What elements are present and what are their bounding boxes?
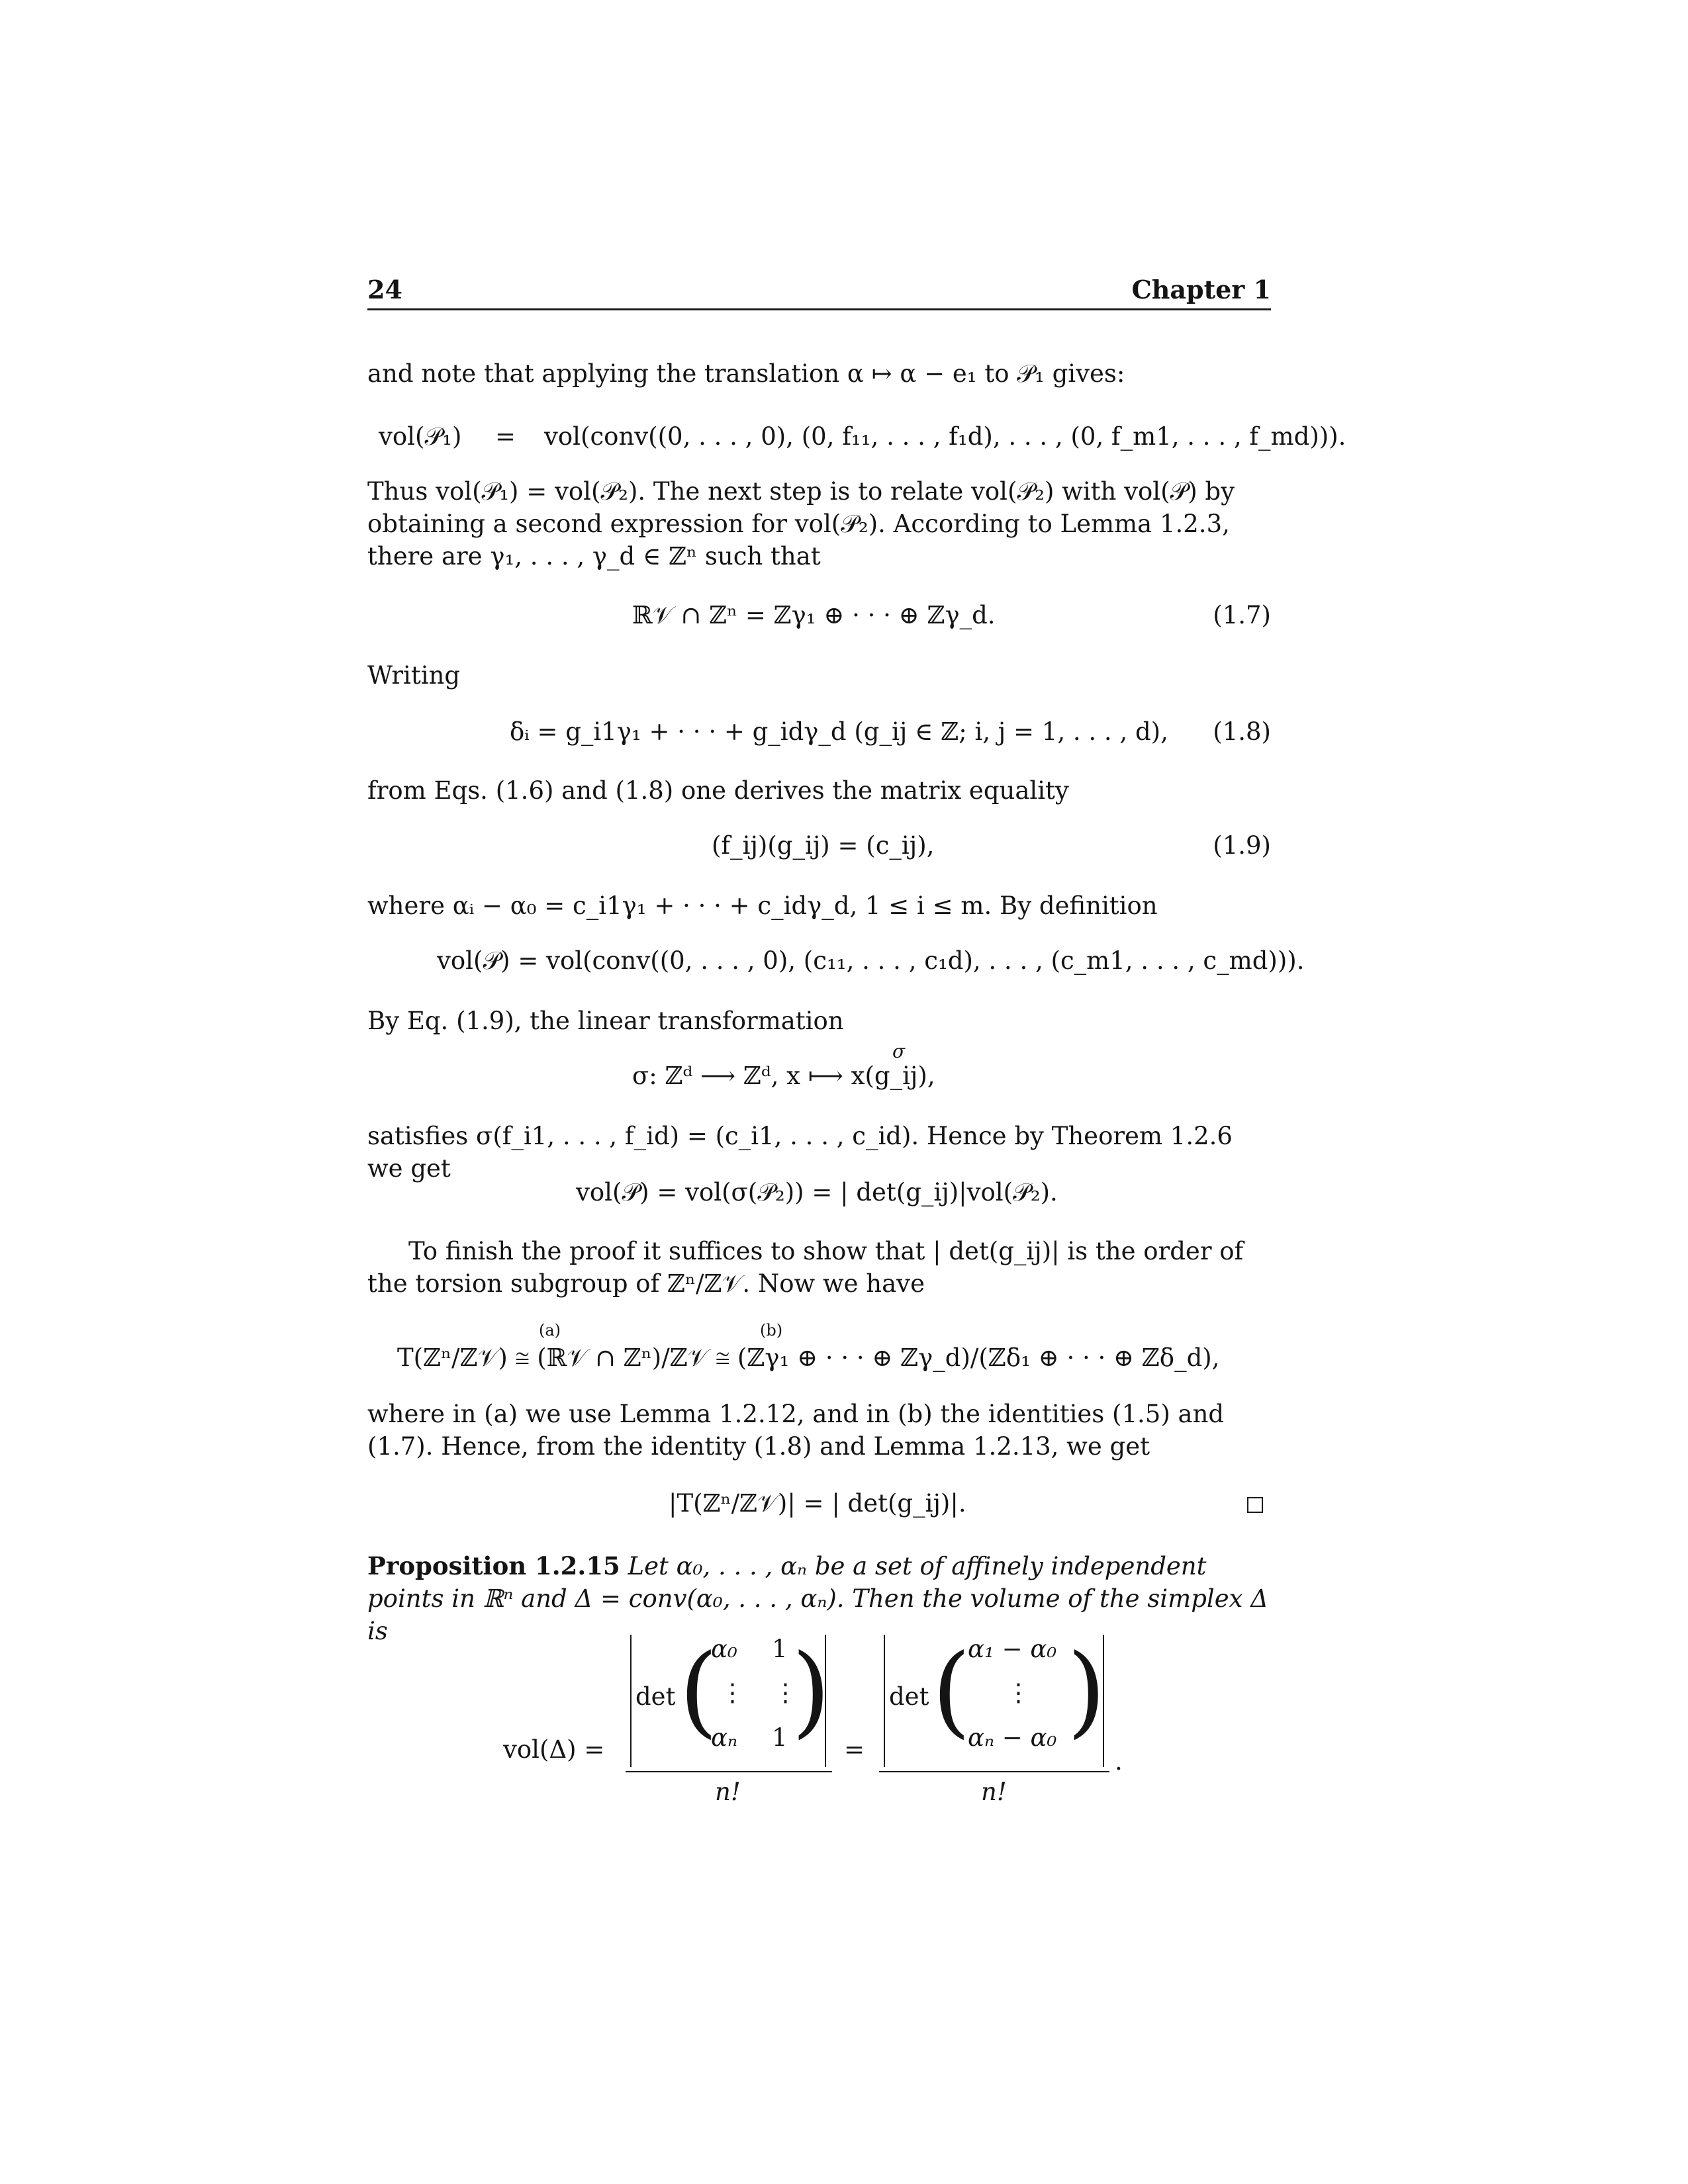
matrix1-cell-1: 1 [772,1635,788,1663]
matrix2-cell-2: αₙ − α₀ [968,1723,1057,1752]
equation-torsion-order: |T(ℤⁿ/ℤ𝒱)| = | det(g_ij)|. [669,1489,966,1518]
qed-square [1247,1497,1263,1513]
equation-vol-p1-lhs: vol(𝒫₁) [379,422,462,451]
det-label-1: det [635,1682,676,1711]
formula-period: . [1115,1747,1123,1776]
det-label-2: det [889,1682,929,1711]
vol-delta-lhs: vol(Δ) = [503,1735,605,1764]
equation-vol-p1-eq: = [495,422,516,451]
paragraph-satisfies: satisfies σ(f_i1, . . . , f_id) = (c_i1, . . . , c_id). Hence by Theorem 1.2.6 we get [367,1122,1233,1183]
matrix-paren-left-2: ( [932,1633,971,1749]
matrix1-cell-2: ⋮ [720,1678,745,1707]
sigma-overset: σ [892,1040,906,1062]
equation-1-9: (f_ij)(g_ij) = (c_ij), [712,831,935,860]
equation-number-1-8: (1.8) [1213,717,1271,746]
matrix1-cell-5: 1 [772,1723,788,1752]
paragraph-thus: Thus vol(𝒫₁) = vol(𝒫₂). The next step is to relate vol(𝒫₂) with vol(𝒫) by obtaining a second expression for vol(𝒫₂). According to Lemma 1.2.3, there are γ₁, . . . , γ_d ∈ ℤⁿ such that [367,477,1235,570]
chapter-title: Chapter 1 [1131,275,1271,304]
equation-vol-p: vol(𝒫) = vol(conv((0, . . . , 0), (c₁₁, . . . , c₁d), . . . , (c_m1, . . . , c_md))). [437,946,1305,975]
denominator-1: n! [715,1778,741,1806]
paragraph-translation: and note that applying the translation α ↦ α − e₁ to 𝒫₁ gives: [367,359,1125,388]
iso-label-b: (b) [760,1321,783,1340]
equation-vol-p1-rhs: vol(conv((0, . . . , 0), (0, f₁₁, . . . , f₁d), . . . , (0, f_m1, . . . , f_md))). [544,422,1346,451]
abs-bar-left-2 [884,1635,885,1767]
paragraph-writing: Writing [367,661,461,690]
equation-1-8: δᵢ = g_i1γ₁ + · · · + g_idγ_d (g_ij ∈ ℤ; i, j = 1, . . . , d), [510,717,1168,746]
matrix-paren-left-1: ( [679,1633,718,1749]
equation-1-7: ℝ𝒱 ∩ ℤⁿ = ℤγ₁ ⊕ · · · ⊕ ℤγ_d. [632,601,996,629]
iso-label-a: (a) [539,1321,561,1340]
matrix-paren-right-2: ) [1067,1633,1106,1749]
matrix2-cell-1: ⋮ [1006,1678,1031,1707]
proposition-label: Proposition 1.2.15 [367,1551,620,1580]
header-rule [367,308,1271,310]
matrix2-cell-0: α₁ − α₀ [968,1635,1057,1663]
abs-bar-right-1 [825,1635,826,1767]
abs-bar-right-2 [1103,1635,1104,1767]
paragraph-linear-transformation: By Eq. (1.9), the linear transformation [367,1007,844,1035]
equation-vol-sigma: vol(𝒫) = vol(σ(𝒫₂)) = | det(g_ij)|vol(𝒫₂). [576,1178,1058,1206]
denominator-2: n! [981,1778,1007,1806]
matrix-paren-right-1: ) [792,1633,831,1749]
proposition-1-2-15 [367,1550,1271,1647]
equation-torsion: T(ℤⁿ/ℤ𝒱) ≅ (ℝ𝒱 ∩ ℤⁿ)/ℤ𝒱 ≅ (ℤγ₁ ⊕ · · · ⊕ ℤγ_d)/(ℤδ₁ ⊕ · · · ⊕ ℤδ_d), [397,1343,1220,1372]
paragraph-finish-proof: To finish the proof it suffices to show that | det(g_ij)| is the order of the torsion subgroup of ℤⁿ/ℤ𝒱. Now we have [367,1237,1244,1298]
matrix1-cell-4: αₙ [711,1723,737,1752]
formula-equals: = [844,1735,865,1764]
matrix1-cell-3: ⋮ [773,1678,798,1707]
fraction-line-1 [626,1771,832,1772]
matrix1-cell-0: α₀ [711,1635,737,1663]
page-number: 24 [367,275,402,304]
abs-bar-left-1 [630,1635,632,1767]
paragraph-where-alpha: where αᵢ − α₀ = c_i1γ₁ + · · · + c_idγ_d, 1 ≤ i ≤ m. By definition [367,891,1158,920]
equation-number-1-7: (1.7) [1213,601,1271,629]
fraction-line-2 [879,1771,1109,1772]
paragraph-lemmas: where in (a) we use Lemma 1.2.12, and in (b) the identities (1.5) and (1.7). Hence, from the identity (1.8) and Lemma 1.2.13, we get [367,1400,1225,1461]
proposition-statement: Let α₀, . . . , αₙ be a set of affinely independent points in ℝⁿ and Δ = conv(α₀, . . . , αₙ). Then the volume of the simplex Δ is [367,1552,1268,1645]
equation-sigma-map: σ: ℤᵈ ⟶ ℤᵈ, x ⟼ x(g_ij), [632,1062,935,1090]
equation-number-1-9: (1.9) [1213,831,1271,860]
paragraph-matrix-equality: from Eqs. (1.6) and (1.8) one derives the matrix equality [367,776,1069,805]
running-header [367,275,1271,309]
